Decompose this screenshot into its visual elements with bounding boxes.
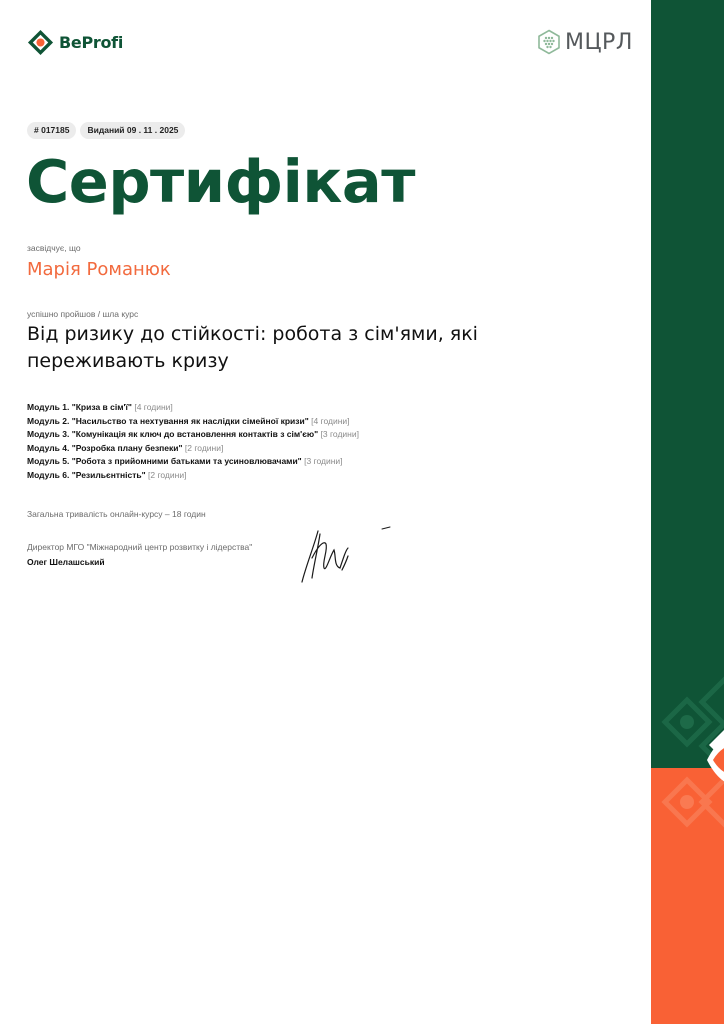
director-name: Олег Шелашський: [27, 557, 105, 567]
mcrl-logo: [536, 28, 633, 56]
module-hours: [2 години]: [148, 469, 187, 480]
recipient-name: Марія Романюк: [27, 259, 171, 280]
module-item: [27, 415, 359, 429]
module-hours: [2 години]: [184, 442, 224, 453]
module-hours: [3 години]: [304, 456, 343, 467]
module-name: Модуль 6. "Резильєнтність": [27, 469, 146, 480]
passed-course-label: успішно пройшов / шла курс: [27, 309, 139, 319]
certificate-meta: [27, 122, 185, 139]
beprofi-logo: [27, 28, 123, 56]
beprofi-diamond-icon: [27, 29, 54, 56]
decorative-side-band: [651, 0, 724, 1024]
director-title: Директор МГО "Міжнародний центр розвитку і лідерства": [27, 542, 253, 552]
module-item: [27, 442, 359, 456]
module-hours: [4 години]: [134, 402, 173, 412]
hexagon-dots-icon: [536, 29, 562, 55]
module-name: Модуль 5. "Робота з прийомними батьками та усиновлювачами": [27, 456, 302, 467]
module-name: Модуль 4. "Розробка плану безпеки": [27, 442, 183, 453]
certificate-number-badge: # 017185: [27, 122, 76, 139]
course-duration: Загальна тривалість онлайн-курсу – 18 годин: [27, 509, 206, 519]
issue-date-badge: Виданий 09 . 11 . 2025: [80, 122, 185, 139]
mcrl-logo-text: МЦРЛ: [565, 29, 633, 55]
certifies-label: засвідчує, що: [27, 243, 81, 253]
module-item: [27, 401, 359, 415]
module-item: [27, 469, 359, 483]
signature-image: [296, 526, 396, 586]
module-hours: [3 години]: [320, 429, 359, 440]
course-title: Від ризику до стійкості: робота з сім'ями, які переживають кризу: [27, 323, 478, 372]
beprofi-logo-text: BeProfi: [59, 32, 124, 52]
module-item: [27, 428, 359, 442]
module-list: [27, 401, 359, 483]
module-hours: [4 години]: [311, 415, 350, 426]
certificate-title: Сертифікат: [26, 147, 415, 216]
module-name: Модуль 3. "Комунікація як ключ до встановлення контактів з сім'єю": [27, 429, 319, 440]
module-name: Модуль 1. "Криза в сім'ї": [27, 402, 132, 412]
module-item: [27, 455, 359, 469]
module-name: Модуль 2. "Насильство та нехтування як наслідки сімейної кризи": [27, 415, 309, 426]
diamond-pattern-icon: [651, 0, 724, 1024]
